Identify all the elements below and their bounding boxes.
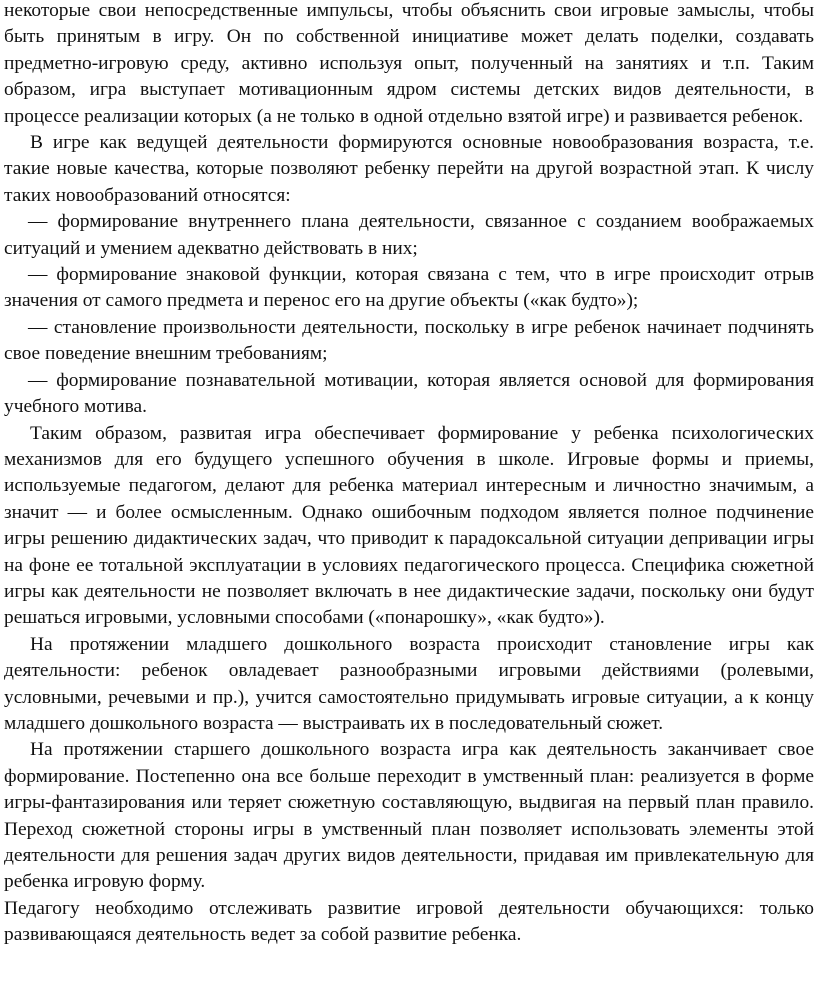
list-item-voluntariness: — становление произвольности деятельности, поскольку в игре ребенок начинает подчинять свое поведение внешним требованиям; xyxy=(4,316,814,365)
list-item-internal-plan: — формирование внутреннего плана деятельности, связанное с созданием воображаемых ситуаций и умением адекватно действовать в них; xyxy=(4,211,814,259)
paragraph-older-preschool: На протяжении старшего дошкольного возраста игра как деятельность заканчивает свое формирование. Постепенно она все больше переходит в умственный план: реализуется в форме игры-фантазирования или теряет сюжетную составляющую, выдвигая на первый план правило. Переход сюжетной стороны игры в умственный план позволяет использовать элементы этой деятельности для решения задач других видов деятельности, придавая им привлекательную для ребенка игровую форму. xyxy=(4,739,814,893)
list-item-cognitive-motivation: — формирование познавательной мотивации, которая является основой для формирования учебного мотива. xyxy=(4,369,814,418)
list-item-sign-function: — формирование знаковой функции, которая связана с тем, что в игре происходит отрыв значения от самого предмета и перенос его на другие объекты («как будто»); xyxy=(4,264,814,312)
paragraph-neoformations-intro: В игре как ведущей деятельности формируются основные новообразования возраста, т.е. такие новые качества, которые позволяют ребенку перейти на другой возрастной этап. К числу таких новообразований относятся: xyxy=(4,132,814,206)
paragraph-developed-play: Таким образом, развитая игра обеспечивает формирование у ребенка психологических механизмов для его будущего успешного обучения в школе. Игровые формы и приемы, используемые педагогом, делают для ребенка материал интересным и личностно значимым, а значит — и более осмысленным. Однако ошибочным подходом является полное подчинение игры решению дидактических задач, что приводит к парадоксальной ситуации депривации игры на фоне ее тотальной эксплуатации в условиях педагогического процесса. Специфика сюжетной игры как деятельности не позволяет включать в нее дидактические задачи, поскольку они будут решаться игровыми, условными способами («понарошку», «как будто»). xyxy=(4,422,814,629)
paragraph-younger-preschool: На протяжении младшего дошкольного возраста происходит становление игры как деятельности: ребенок овладевает разнообразными игровыми действиями (ролевыми, условными, речевыми и пр.), учится самостоятельно придумывать игровые ситуации, а к концу младшего дошкольного возраста — выстраивать их в последовательный сюжет. xyxy=(4,633,814,734)
paragraph-continuation: некоторые свои непосредственные импульсы, чтобы объяснить свои игровые замыслы, чтобы быть принятым в игру. Он по собственной инициативе может делать поделки, создавать предметно-игровую среду, активно используя опыт, полученный на занятиях и т.п. Таким образом, игра выступает мотивационным ядром системы детских видов деятельности, в процессе реализации которых (а не только в одной отдельно взятой игре) и развивается ребенок. xyxy=(4,0,814,127)
paragraph-teacher-note: Педагогу необходимо отслеживать развитие игровой деятельности обучающихся: только развивающаяся деятельность ведет за собой развитие ребенка. xyxy=(4,897,814,946)
